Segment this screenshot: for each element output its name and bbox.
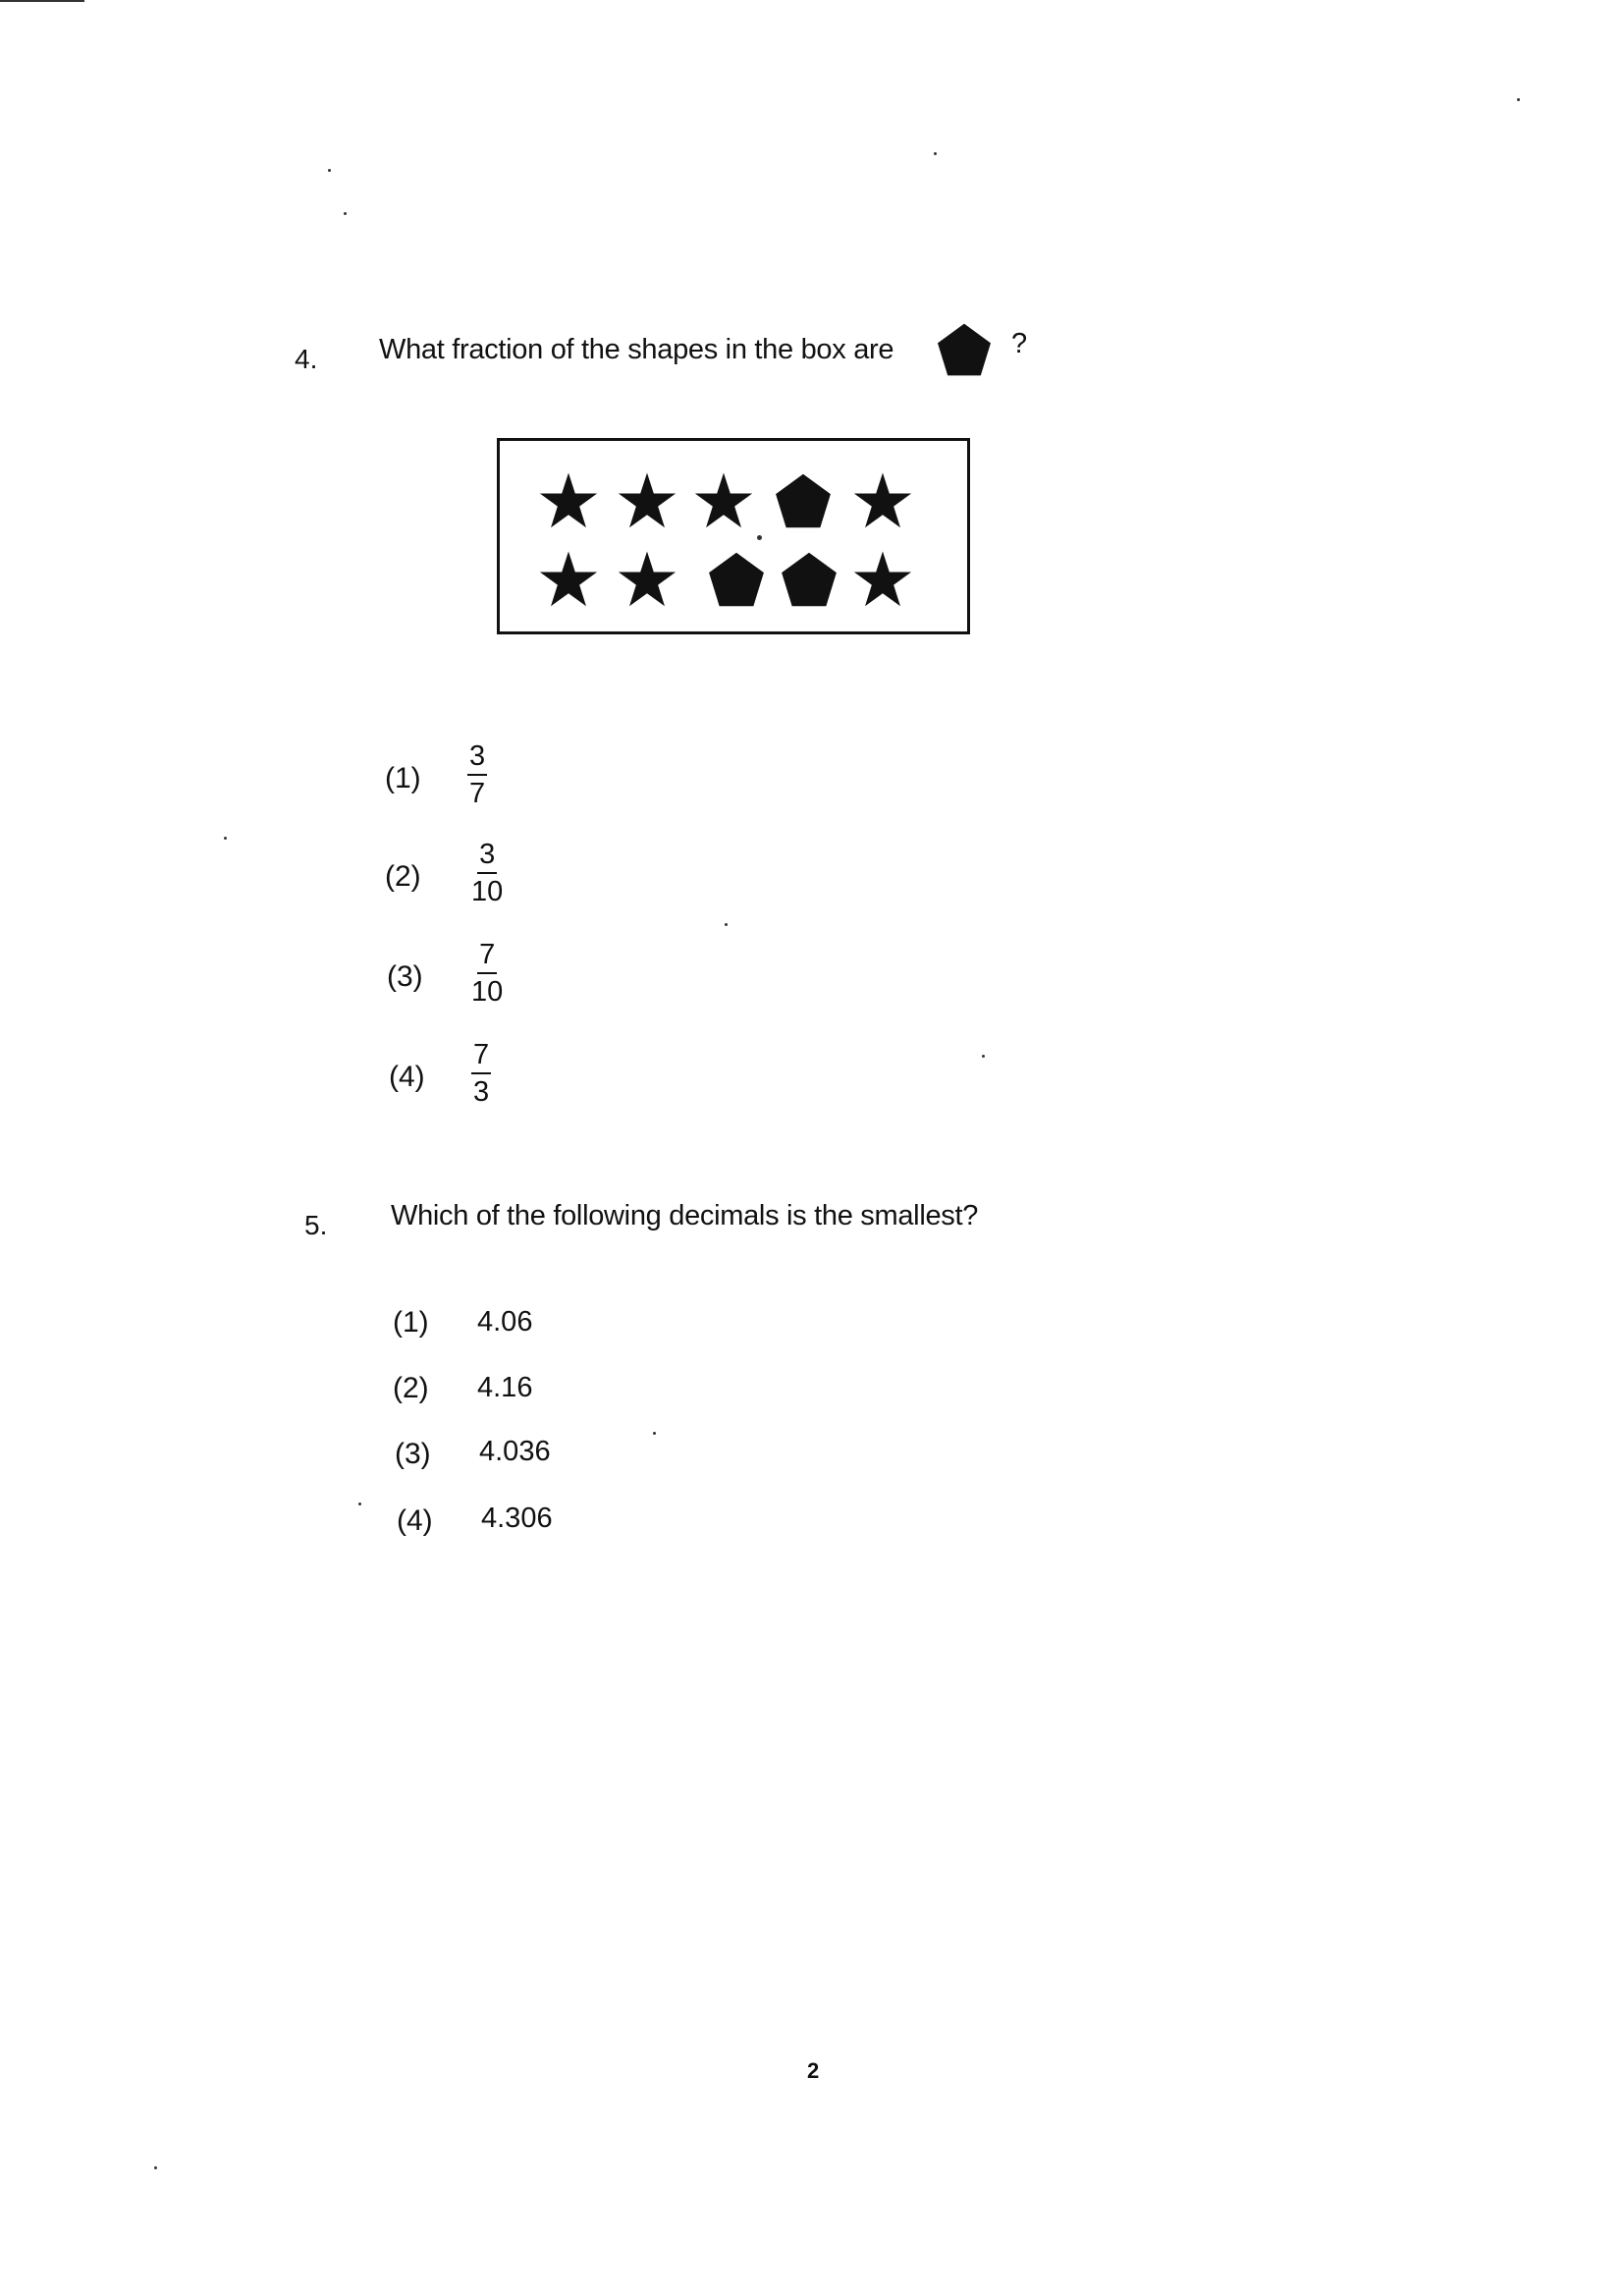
scan-speck — [328, 169, 331, 172]
q4-option-1-fraction — [467, 742, 487, 808]
numerator: 3 — [467, 742, 487, 776]
question-4-text: What fraction of the shapes in the box are — [379, 334, 894, 365]
pentagon-icon — [706, 549, 767, 610]
q5-option-1-label: (1) — [393, 1306, 429, 1339]
pentagon-icon — [773, 470, 834, 531]
denominator: 10 — [471, 976, 504, 1008]
question-4-question-mark: ? — [1011, 328, 1027, 359]
q5-option-1-value: 4.06 — [477, 1306, 533, 1338]
q4-option-1-label: (1) — [385, 762, 421, 794]
numerator: 3 — [477, 841, 497, 874]
scan-speck — [653, 1432, 656, 1435]
numerator: 7 — [471, 1041, 491, 1074]
q4-option-4-label: (4) — [389, 1061, 425, 1093]
star-icon — [852, 549, 913, 610]
question-5-text: Which of the following decimals is the smallest? — [391, 1200, 979, 1231]
star-icon — [852, 470, 913, 531]
scan-speck — [725, 923, 728, 926]
question-4-number: 4. — [295, 344, 318, 374]
shapes-box — [497, 438, 970, 634]
pentagon-icon — [933, 320, 996, 379]
star-icon — [538, 470, 599, 531]
q5-option-4-value: 4.306 — [481, 1503, 553, 1534]
denominator: 7 — [469, 778, 486, 809]
q4-option-2-label: (2) — [385, 860, 421, 893]
question-5-number: 5. — [304, 1210, 328, 1240]
q5-option-3-value: 4.036 — [479, 1436, 551, 1467]
scan-speck — [934, 152, 937, 155]
q4-option-4-fraction — [471, 1041, 491, 1107]
page-number: 2 — [807, 2058, 820, 2083]
q4-option-3-label: (3) — [387, 960, 423, 993]
star-icon — [617, 470, 677, 531]
denominator: 10 — [471, 876, 504, 907]
star-icon — [693, 470, 754, 531]
scan-speck — [344, 212, 347, 215]
star-icon — [538, 549, 599, 610]
scan-speck — [1517, 98, 1520, 101]
pentagon-icon — [779, 549, 839, 610]
q5-option-2-value: 4.16 — [477, 1372, 533, 1403]
scan-speck — [154, 2166, 157, 2169]
scan-speck — [358, 1503, 361, 1505]
scan-line-artifact — [0, 0, 84, 2]
scan-speck — [757, 535, 762, 540]
q5-option-2-label: (2) — [393, 1372, 429, 1404]
q4-option-3-fraction — [471, 941, 503, 1007]
star-icon — [617, 549, 677, 610]
scan-speck — [224, 837, 227, 840]
q4-option-2-fraction — [471, 841, 503, 906]
q5-option-3-label: (3) — [395, 1438, 431, 1470]
scan-speck — [982, 1055, 985, 1058]
denominator: 3 — [473, 1076, 490, 1108]
q5-option-4-label: (4) — [397, 1504, 433, 1537]
numerator: 7 — [477, 941, 497, 974]
